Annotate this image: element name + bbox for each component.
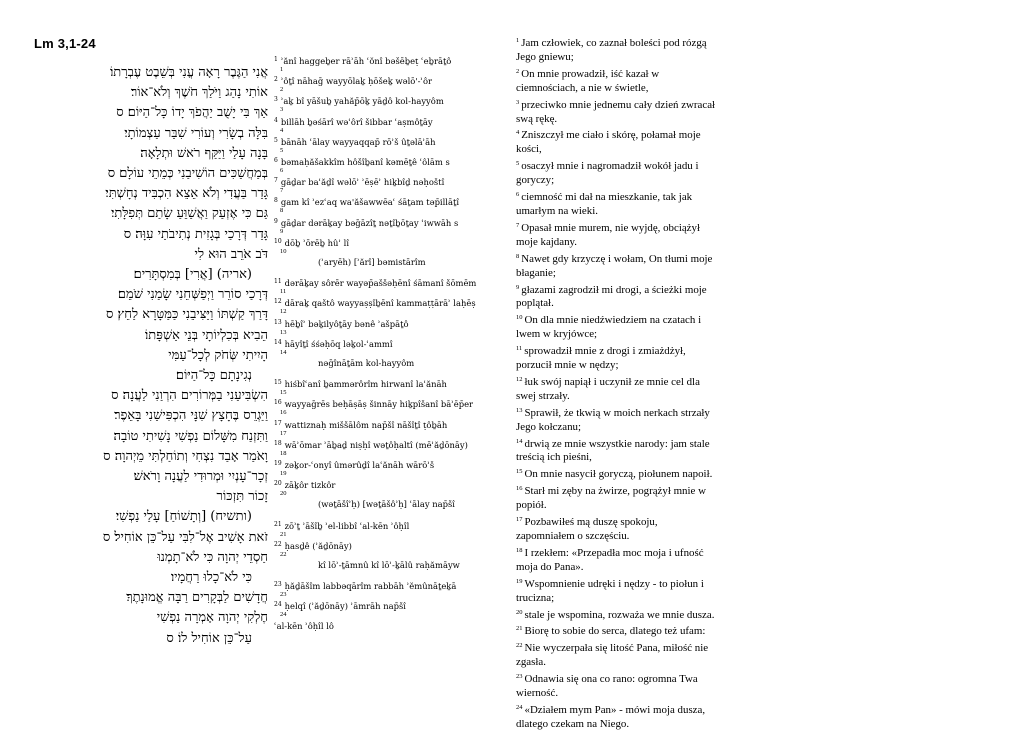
transliteration-line [274, 397, 496, 409]
polish-text: On mnie prowadził, iść kazał w [521, 67, 660, 80]
transliteration-line [274, 438, 496, 450]
transliteration-verse-number: 9 [274, 217, 278, 225]
polish-text: Jego kołczanu; [516, 420, 582, 433]
polish-verse-line [516, 126, 781, 143]
polish-text: sprowadził mnie z drogi i zmiażdżył, [524, 345, 686, 358]
hebrew-line: גַּם כִּי אֶזְעַק וַאֲשַׁוֵּעַ שָׂתַם תְּפִלָּתִי׃ [111, 206, 268, 222]
hebrew-line: חֶלְקִי יְהוָה אָמְרָה נַפְשִׁי [156, 610, 268, 626]
transliteration-text: ʿal-kēn ʾôḥîl lô [274, 620, 334, 631]
transliteration-verse-number: 24 [274, 601, 282, 609]
hebrew-line: אַךְ בִּי יָשֻׁב יַהֲפֹךְ יָדוֹ כָּל־הַיּוֹם׃ ס [116, 105, 268, 121]
transliteration-text: gāḏar baʿăḏî wəlōʾ ʾēṣēʾ hiḵbîḏ nəḥoštî [280, 177, 445, 188]
polish-verse-line [516, 701, 781, 718]
transliteration-text: ʾănî haggeḇer rāʾāh ʿŏnî bəšēḇeṭ ʿeḇrāṯô [280, 56, 452, 66]
polish-verse [516, 34, 781, 65]
hebrew-line: גָּדַר דְּרָכַי בְּגָזִית נְתִיבֹתַי עִוָּה׃ ס [123, 226, 268, 242]
transliteration-text: ʾaḵ bî yāšuḇ yahăp̄ōḵ yāḏô kol-hayyôm [280, 96, 444, 107]
hebrew-verse-number: 18 [280, 449, 287, 457]
polish-verse [516, 281, 781, 312]
transliteration-text: ḥelqî (ʾăḏōnāy) ʾāmrāh nap̄šî [284, 601, 406, 612]
transliteration-verse-number: 8 [274, 197, 278, 205]
transliteration-verse-number: 13 [274, 318, 282, 326]
polish-text: błaganie; [516, 266, 556, 279]
transliteration-text: dāraḵ qaštô wayyaṣṣîḇēnî kammaṭṭārāʾ laḥēṣ [284, 298, 476, 309]
polish-verse-line [516, 421, 781, 435]
polish-text: Jego gniewu; [516, 50, 574, 63]
polish-verse-line [516, 205, 781, 219]
transliteration-text: zāḵôr tizkôr [284, 480, 336, 491]
hebrew-line: (ותשיח) [וְתָשׁוֹחַ] עָלַי נַפְשִׁי׃ [115, 509, 252, 525]
hebrew-verse-number: 5 [280, 146, 284, 154]
polish-verse [516, 606, 781, 623]
polish-verse-number: 21 [516, 625, 523, 633]
polish-verse [516, 342, 781, 373]
hebrew-verse-number: 11 [280, 288, 287, 296]
polish-verse-number: 22 [516, 642, 523, 650]
transliteration-line [274, 377, 496, 389]
polish-verse [516, 513, 781, 544]
transliteration-text: hāyîṯî śśəḥōq ləḵol-ʿammî [284, 338, 393, 349]
polish-verse-line [516, 639, 781, 656]
hebrew-verse-number: 15 [280, 389, 287, 397]
hebrew-verse-number: 4 [280, 126, 284, 134]
polish-text: Nawet gdy krzyczę i wołam, On tłumi moje [521, 252, 713, 265]
hebrew-line: וָאֹמַר אָבַד נִצְחִי וְתוֹחַלְתִּי מֵיְהוָה׃ ס [103, 448, 268, 464]
polish-text: swej strzały. [516, 389, 570, 402]
hebrew-line: נְגִינָתָם כָּל־הַיּוֹם׃ [175, 368, 252, 383]
polish-verse-line [516, 174, 781, 188]
polish-verse [516, 311, 781, 342]
polish-text: ciemnościach, a nie w świetle, [516, 81, 649, 94]
polish-verse [516, 373, 781, 404]
polish-verse-number: 23 [516, 673, 523, 681]
polish-verse-line [516, 499, 781, 513]
transliteration-text: bānāh ʿālay wayyaqqap̄ rōʾš ûṯəlāʾāh [280, 136, 436, 147]
hebrew-line: אֲנִי הַגֶּבֶר רָאָה עֳנִי בְּשֵׁבֶט עֶבְרָתוֹ׃ [109, 65, 268, 80]
polish-verse-line [516, 267, 781, 281]
transliteration-verse-number: 15 [274, 379, 282, 387]
polish-verse-line [516, 465, 781, 482]
hebrew-line: זְכָר־עָנְיִי וּמְרוּדִי לַעֲנָה וָרֹאשׁ׃ [133, 469, 268, 484]
hebrew-line: הֵבִיא בְּכִלְיוֹתָי בְּנֵי אַשְׁפָּתוֹ׃ [144, 327, 268, 343]
polish-verse-line [516, 451, 781, 465]
transliteration-line [274, 478, 496, 490]
polish-text: drwią ze mnie wszystkie narody: jam stale [524, 437, 710, 450]
polish-verse [516, 219, 781, 250]
polish-verse-number: 11 [516, 345, 523, 353]
polish-verse-line [516, 157, 781, 174]
polish-text: kości, [516, 143, 542, 156]
polish-verse-number: 2 [516, 67, 520, 75]
hebrew-verse-number: 8 [280, 207, 284, 215]
transliteration-line [274, 418, 496, 430]
hebrew-line: דֹּב אֹרֵב הוּא לִי [194, 246, 268, 262]
polish-text: I rzekłem: «Przepadła moc moja i ufność [524, 546, 704, 559]
hebrew-line: וַתִּזְנַח מִשָּׁלוֹם נַפְשִׁי נָשִׁיתִי טוֹבָה׃ [113, 428, 268, 444]
polish-verse [516, 435, 781, 466]
hebrew-verse-number: 6 [280, 167, 284, 174]
polish-verse-line [516, 236, 781, 250]
transliteration-line [274, 620, 496, 632]
hebrew-line: וַיַּגְרֵס בֶּחָצָץ שִׁנָּי הִכְפִּישַׁנִי בָּאֵפֶר׃ [114, 408, 268, 424]
transliteration-verse-number: 7 [274, 177, 278, 185]
polish-verse [516, 639, 781, 670]
transliteration-line [274, 175, 496, 187]
polish-text: porzucił mnie w nędzy; [516, 359, 619, 372]
transliteration-verse-number: 11 [274, 278, 282, 286]
polish-verse-line [516, 219, 781, 236]
hebrew-line: הִשְׂבִּיעַנִי בַמְּרוֹרִים הִרְוַנִי לַעֲנָה׃ ס [111, 388, 268, 404]
polish-verse [516, 157, 781, 188]
transliteration-text: dərāḵay sôrēr wayəp̄aššəḥēnî śāmanî šōmēm [284, 278, 477, 289]
hebrew-verse-number: 23 [280, 591, 287, 599]
polish-verse [516, 465, 781, 482]
polish-verse [516, 575, 781, 606]
transliteration-line [274, 337, 496, 349]
hebrew-verse-number: 1 [280, 66, 284, 73]
hebrew-verse-number: 14 [280, 348, 287, 356]
polish-text: lwem w kryjówce; [516, 328, 598, 341]
polish-text: poplątał. [516, 297, 554, 310]
transliteration-verse-number: 21 [274, 520, 282, 528]
transliteration-text: dōḇ ʾōrēḇ hûʾ lî [284, 237, 350, 248]
polish-verse [516, 96, 781, 127]
transliteration-verse-number: 2 [274, 76, 278, 84]
polish-text: zapomniałem o szczęściu. [516, 530, 630, 542]
polish-verse-line [516, 404, 781, 421]
hebrew-line: בִּלָּה בְשָׂרִי וְעוֹרִי שִׁבַּר עַצְמוֹתָי׃ [124, 125, 268, 141]
transliteration-text: zəḵor-ʿonyî ûmərûḏî laʿănāh wārōʾš [284, 460, 435, 470]
polish-verse-number: 1 [516, 37, 520, 44]
transliteration-verse-number: 5 [274, 136, 278, 144]
chapter-reference: Lm 3,1-24 [34, 36, 96, 51]
transliteration-line [274, 539, 496, 551]
polish-text: Nie wyczerpała się litość Pana, miłość nie [524, 642, 709, 655]
polish-verse [516, 126, 781, 157]
hebrew-line: כִּי לֹא־כָלוּ רַחֲמָיו׃ [170, 570, 252, 585]
polish-verse-number: 16 [516, 485, 523, 493]
polish-text: przeciwko mnie jednemu cały dzień zwracał [521, 98, 716, 111]
hebrew-line: בָּנָה עָלַי וַיַּקַּף רֹאשׁ וּתְלָאָה׃ [140, 145, 268, 161]
polish-text: goryczy; [516, 174, 555, 187]
polish-verse-number: 9 [516, 283, 520, 291]
transliteration-line [274, 256, 496, 268]
polish-verse-number: 24 [516, 703, 523, 711]
polish-verse-line [516, 188, 781, 205]
polish-verse-number: 20 [516, 608, 523, 616]
transliteration-line [274, 54, 496, 66]
hebrew-verse-number: 16 [280, 409, 287, 417]
polish-verse-number: 6 [516, 191, 520, 199]
polish-verse [516, 188, 781, 219]
polish-verse [516, 622, 781, 639]
hebrew-verse-number: 2 [280, 86, 284, 94]
transliteration-text: kî lōʾ-ṯāmnû kî lōʾ-ḵālû raḥămāyw [318, 560, 460, 570]
transliteration-text: nəḡînāṯām kol-hayyôm [318, 358, 415, 368]
hebrew-verse-number: 24 [280, 611, 287, 619]
polish-verse-line [516, 687, 781, 701]
transliteration-verse-number: 1 [274, 56, 278, 63]
polish-verse-line [516, 311, 781, 328]
transliteration-text: (ʾaryēh) [ʾărî] bəmistārîm [318, 257, 426, 267]
polish-verse [516, 482, 781, 513]
transliteration-line [274, 559, 496, 571]
transliteration-text: ḥasḏê (ʾăḏōnāy) [284, 540, 352, 551]
polish-verse-line [516, 359, 781, 373]
hebrew-verse-number: 19 [280, 470, 287, 477]
hebrew-line: דָּרַךְ קַשְׁתּוֹ וַיַּצִּיבֵנִי כַּמַּטָּרָא לַחֵץ׃ ס [106, 307, 268, 323]
transliteration-text: bəmaḥăšakkîm hôšîḇanî kəmēṯê ʿôlām s [280, 157, 450, 167]
polish-verse-line [516, 51, 781, 65]
polish-text: Pozbawiłeś mą duszę spokoju, [524, 516, 658, 529]
polish-verse-number: 12 [516, 375, 523, 383]
transliteration-line [274, 357, 496, 369]
polish-verse [516, 404, 781, 435]
polish-verse [516, 670, 781, 701]
transliteration-verse-number: 10 [274, 237, 282, 245]
transliteration-text: billāh ḇəśārî wəʿôrî šibbar ʿaṣmôṯāy [280, 116, 433, 127]
polish-text: trucizna; [516, 591, 555, 604]
polish-text: dlatego czekam na Niego. [516, 717, 630, 730]
transliteration-verse-number: 12 [274, 298, 282, 306]
polish-text: zgasła. [516, 656, 546, 669]
transliteration-line [274, 195, 496, 207]
hebrew-line: זָכוֹר תִּזְכּוֹר [216, 489, 268, 505]
polish-verse-number: 17 [516, 516, 523, 524]
transliteration-verse-number: 19 [274, 460, 282, 467]
hebrew-line: גָּדַר בַּעֲדִי וְלֹא אֵצֵא הִכְבִּיד נְחָשְׁתִּי׃ [105, 186, 268, 202]
polish-verse [516, 544, 781, 575]
polish-verse-number: 3 [516, 98, 520, 106]
hebrew-verse-number: 3 [280, 106, 284, 114]
transliteration-line [274, 579, 496, 591]
polish-verse-number: 13 [516, 406, 523, 414]
hebrew-line: אוֹתִי נָהַג וַיֹּלַךְ חֹשֶׁךְ וְלֹא־אוֹר׃ [130, 85, 268, 101]
hebrew-verse-number: 21 [280, 530, 287, 538]
transliteration-verse-number: 23 [274, 581, 282, 589]
hebrew-verse-number: 12 [280, 308, 287, 316]
transliteration-verse-number: 16 [274, 399, 282, 407]
polish-verse-line [516, 297, 781, 311]
polish-verse-line [516, 328, 781, 342]
hebrew-verse-number: 9 [280, 227, 284, 235]
transliteration-line [274, 276, 496, 288]
polish-verse-line [516, 513, 781, 530]
transliteration-text: ʾôṯî nāhaḡ wayyōlaḵ ḥōšeḵ wəlō'-ʾôr [280, 76, 433, 87]
transliteration-verse-number: 4 [274, 116, 278, 124]
polish-text: On dla mnie niedźwiedziem na czatach i [524, 314, 702, 327]
hebrew-verse-number: 10 [280, 247, 287, 255]
polish-verse-line [516, 561, 781, 575]
transliteration-line [274, 216, 496, 228]
transliteration-line [274, 317, 496, 329]
polish-verse-line [516, 281, 781, 298]
hebrew-line: עַל־כֵּן אוֹחִיל לוֹ׃ ס [166, 630, 252, 646]
polish-verse-line [516, 65, 781, 82]
polish-verse-line [516, 143, 781, 157]
polish-verse-line [516, 113, 781, 127]
polish-verse [516, 65, 781, 96]
transliteration-line [274, 599, 496, 611]
polish-text: moje kajdany. [516, 235, 577, 248]
polish-verse-number: 10 [516, 314, 523, 322]
polish-text: Zniszczył me ciało i skórę, połamał moje [521, 129, 701, 142]
transliteration-text: hiśbîʿanî ḇammərôrîm hirwanî laʿănāh [284, 379, 447, 390]
polish-verse [516, 250, 781, 281]
transliteration-text: ḥăḏāšîm labbəqārîm rabbāh ʾĕmûnāṯeḵā [284, 581, 457, 592]
polish-verse-line [516, 34, 781, 51]
transliteration-text: zōʾṯ ʾāšîḇ ʾel-libbî ʿal-kēn ʾôḥîl [284, 520, 410, 531]
polish-verse-line [516, 250, 781, 267]
polish-verse-number: 15 [516, 468, 523, 476]
polish-text: Starł mi zęby na żwirze, pogrążył mnie w [524, 485, 706, 498]
transliteration-line [274, 498, 496, 510]
polish-text: stale je wspomina, rozważa we mnie dusza. [524, 608, 715, 621]
polish-verse-line [516, 482, 781, 499]
polish-verse-line [516, 622, 781, 639]
polish-text: swą rękę. [516, 112, 558, 125]
transliteration-verse-number: 22 [274, 540, 282, 548]
polish-text: «Działem mym Pan» - mówi moja dusza, [524, 703, 706, 716]
transliteration-verse-number: 17 [274, 419, 282, 427]
hebrew-line: בְּמַחֲשַׁכִּים הוֹשִׁיבַנִי כְּמֵתֵי עוֹלָם׃ ס [107, 166, 268, 181]
polish-verse-number: 8 [516, 252, 520, 260]
hebrew-verse-number: 22 [280, 550, 287, 558]
transliteration-line [274, 115, 496, 127]
polish-verse-line [516, 390, 781, 404]
polish-text: Biorę to sobie do serca, dlatego też ufam: [524, 625, 706, 638]
transliteration-line [274, 236, 496, 248]
hebrew-verse-number: 13 [280, 328, 287, 336]
polish-text: treścią ich pieśni, [516, 451, 592, 464]
transliteration-text: hēḇîʾ bəḵilyôṯāy bənê ʾašpāṯô [284, 318, 409, 329]
polish-text: wierność. [516, 687, 559, 700]
polish-verse-line [516, 435, 781, 452]
transliteration-line [274, 94, 496, 106]
transliteration-verse-number: 3 [274, 96, 278, 104]
polish-verse-line [516, 82, 781, 96]
hebrew-verse-number: 17 [280, 429, 287, 437]
polish-verse-number: 4 [516, 129, 520, 137]
polish-text: Jam człowiek, co zaznał boleści pod rózgą [521, 37, 707, 49]
transliteration-line [274, 155, 496, 167]
transliteration-text: gam kî ʾezʿaq wa'ăšawwēaʿ śāṯam təp̄illāṯî [280, 197, 460, 208]
transliteration-verse-number: 14 [274, 338, 282, 346]
hebrew-verse-number: 7 [280, 187, 284, 195]
polish-verse-line [516, 544, 781, 561]
hebrew-verse-number: 20 [280, 490, 287, 498]
polish-verse [516, 701, 781, 732]
transliteration-text: (wəṯāšîʾḥ) [wəṯāšôʾḥ] ʿālay nap̄šî [318, 499, 455, 510]
polish-verse-line [516, 656, 781, 670]
polish-verse-line [516, 575, 781, 592]
polish-text: moja do Pana». [516, 560, 584, 573]
polish-text: Opasał mnie murem, nie wyjdę, obciążył [521, 221, 700, 234]
polish-text: łuk swój napiął i uczynił ze mnie cel dla [524, 375, 700, 388]
hebrew-line: הָיִיתִי שְּׂחֹק לְכָל־עַמִּי [168, 347, 268, 363]
polish-verse-line [516, 530, 781, 544]
polish-verse-number: 5 [516, 160, 520, 168]
polish-verse-line [516, 592, 781, 606]
transliteration-line [274, 74, 496, 86]
transliteration-verse-number: 6 [274, 157, 278, 164]
polish-text: umarłym na wieki. [516, 204, 598, 217]
polish-text: Wspomnienie udręki i nędzy - to piołun i [524, 577, 704, 590]
polish-verse-number: 18 [516, 546, 523, 554]
transliteration-text: wāʾōmar ʾāḇaḏ niṣḥî wəṯôḥaltî (mēʾăḏōnāy) [284, 439, 468, 450]
polish-text: osaczył mnie i nagromadził wokół jadu i [521, 160, 699, 173]
polish-verse-line [516, 373, 781, 390]
polish-text: popiół. [516, 499, 547, 512]
transliteration-text: wayyaḡrēs beḥāṣāṣ šinnāy hiḵpîšanî bāʾēp̄er [284, 399, 474, 410]
polish-verse-line [516, 606, 781, 623]
polish-verse-line [516, 342, 781, 359]
transliteration-text: wattiznaḥ miššālôm nap̄šî nāšîṯî ṭôḇāh [284, 419, 448, 430]
polish-verse-line [516, 718, 781, 732]
hebrew-line: (אריה) [אֲרִי] בְּמִסְתָּרִים׃ [133, 267, 252, 282]
transliteration-line [274, 135, 496, 147]
polish-text: ciemność mi dał na mieszkanie, tak jak [521, 191, 693, 204]
hebrew-line: חֲדָשִׁים לַבְּקָרִים רַבָּה אֱמוּנָתֶךָ׃ [126, 590, 268, 606]
polish-verse-number: 7 [516, 221, 520, 229]
transliteration-line [274, 458, 496, 470]
transliteration-text: gāḏar dərāḵay bəḡāzîṯ nəṯîḇōṯay ʿiwwāh s [280, 217, 459, 228]
transliteration-line [274, 296, 496, 308]
transliteration-verse-number: 20 [274, 480, 282, 488]
polish-verse-number: 14 [516, 437, 523, 445]
polish-text: Sprawił, że tkwią w moich nerkach strzały [524, 406, 710, 419]
hebrew-line: חַסְדֵי יְהוָה כִּי לֹא־תָמְנוּ [157, 549, 268, 565]
polish-text: głazami zagrodził mi drogi, a ścieżki moje [521, 283, 707, 296]
hebrew-line: זֹאת אָשִׁיב אֶל־לִבִּי עַל־כֵּן אוֹחִיל׃ ס [102, 529, 268, 545]
polish-verse-line [516, 96, 781, 113]
polish-verse-line [516, 670, 781, 687]
polish-text: On mnie nasycił goryczą, piołunem napoił. [524, 468, 713, 481]
hebrew-line: דְּרָכַי סוֹרֵר וַיְפַשְּׁחֵנִי שָׂמַנִי שֹׁמֵם׃ [117, 287, 268, 303]
polish-column [516, 34, 781, 732]
transliteration-line [274, 519, 496, 531]
polish-text: Odnawia się ona co rano: ogromna Twa [524, 673, 698, 686]
transliteration-verse-number: 18 [274, 439, 282, 447]
polish-verse-number: 19 [516, 577, 523, 585]
